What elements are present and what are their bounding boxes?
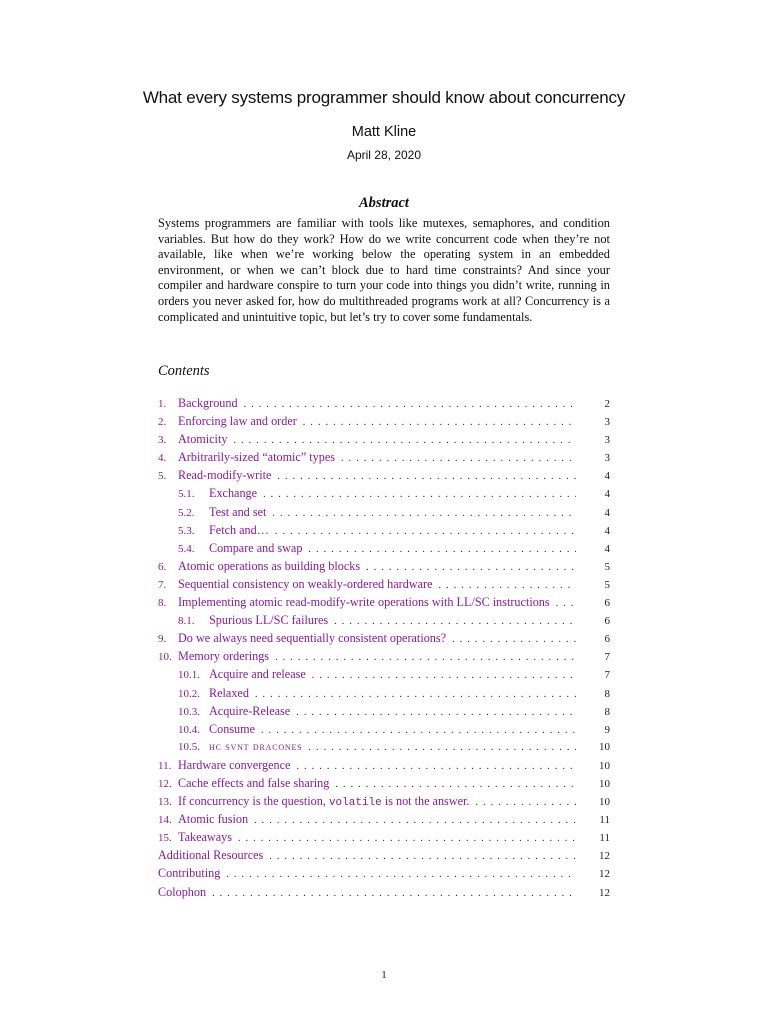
toc-dot-leader — [212, 885, 576, 903]
toc-entry-link[interactable]: Atomic operations as building blocks — [178, 558, 361, 573]
page-number: 1 — [381, 970, 387, 981]
toc-entry-link[interactable]: Arbitrarily-sized “atomic” types — [178, 450, 336, 465]
toc-entry-link[interactable]: hc svnt dracones — [209, 740, 303, 753]
toc-dot-leader — [303, 414, 576, 432]
toc-entry-number: 10.3. — [178, 705, 200, 718]
toc-entry-number: 2. — [158, 416, 167, 429]
toc-entry-number: 7. — [158, 578, 167, 591]
toc-entry-page: 4 — [604, 506, 610, 519]
toc-dot-leader — [556, 595, 576, 613]
contents-heading: Contents — [158, 363, 210, 379]
toc-entry-page: 3 — [604, 434, 610, 447]
toc-dot-leader — [275, 523, 576, 541]
toc-entry-link[interactable]: Atomic fusion — [178, 812, 249, 827]
toc-entry[interactable] — [158, 593, 610, 611]
toc-title-text: is not the answer. — [381, 794, 470, 809]
toc-entry-page: 5 — [604, 578, 610, 591]
toc-entry-number: 10.1. — [178, 669, 200, 682]
toc-entry-link[interactable]: Acquire-Release — [209, 703, 291, 718]
toc-entry-page: 4 — [604, 488, 610, 501]
toc-dot-leader — [475, 794, 576, 812]
toc-dot-leader — [308, 739, 576, 757]
toc-entry-link[interactable]: Hardware convergence — [178, 757, 291, 772]
toc-subentry[interactable] — [158, 521, 610, 539]
abstract-heading: Abstract — [359, 195, 409, 211]
toc-entry-page: 12 — [599, 850, 610, 863]
toc-title-text: If concurrency is the question, — [178, 794, 329, 809]
toc-entry[interactable] — [158, 575, 610, 593]
toc-entry[interactable] — [158, 774, 610, 792]
toc-entry-number: 6. — [158, 560, 167, 573]
toc-dot-leader — [226, 866, 576, 884]
toc-dot-leader — [277, 468, 576, 486]
toc-entry-page: 11 — [599, 832, 610, 845]
toc-entry-link[interactable]: Do we always need sequentially consistent operations? — [178, 631, 447, 646]
toc-entry-page: 5 — [604, 560, 610, 573]
toc-entry-page: 7 — [604, 651, 610, 664]
toc-entry-page: 6 — [604, 597, 610, 610]
toc-entry-page: 4 — [604, 524, 610, 537]
toc-entry-number: 5.3. — [178, 524, 195, 537]
toc-dot-leader — [312, 667, 576, 685]
toc-dot-leader — [255, 686, 576, 704]
toc-entry-link[interactable]: Contributing — [158, 866, 221, 881]
toc-entry-number: 13. — [158, 796, 172, 809]
toc-dot-leader — [275, 649, 576, 667]
toc-entry-number: 8. — [158, 597, 167, 610]
toc-entry[interactable] — [158, 756, 610, 774]
paper-title: What every systems programmer should know about concurrency — [142, 88, 626, 107]
toc-entry-page: 3 — [604, 416, 610, 429]
abstract-text: Systems programmers are familiar with tools like mutexes, semaphores, and condition variables. But how do they work? How do we write concurrent code when they’re not available, like when we’re working below the operating system in an embedded environment, or when we can’t block due to hard time constraints? And since your compiler and hardware conspire to turn your code into things you didn’t write, running in orders you never asked for, how do multithreaded programs work at all? Concurrency is a complicated and unintuitive topic, but let’s try to cover some fundamentals. — [158, 216, 610, 324]
toc-entry[interactable] — [158, 629, 610, 647]
toc-entry-page: 4 — [604, 470, 610, 483]
toc-entry-page: 2 — [604, 398, 610, 410]
toc-entry-number: 5.4. — [178, 542, 195, 555]
toc-entry-page: 12 — [599, 868, 610, 881]
toc-dot-leader — [254, 812, 576, 830]
toc-entry-number: 10.5. — [178, 740, 200, 753]
toc-subentry[interactable] — [158, 684, 610, 702]
toc-entry-link[interactable]: Compare and swap — [209, 540, 303, 555]
toc-entry-link[interactable]: Enforcing law and order — [178, 414, 297, 429]
toc-entry-link[interactable]: Consume — [209, 721, 256, 736]
toc-entry[interactable] — [158, 864, 610, 882]
table-of-contents — [158, 394, 610, 901]
toc-entry-number: 3. — [158, 434, 167, 447]
toc-entry-number: 15. — [158, 832, 172, 845]
toc-entry-page: 3 — [604, 452, 610, 465]
toc-entry-page: 8 — [604, 705, 610, 718]
toc-dot-leader — [263, 486, 576, 504]
toc-dot-leader — [296, 758, 576, 776]
toc-entry[interactable] — [158, 412, 610, 430]
toc-entry-number: 5.2. — [178, 506, 195, 519]
toc-entry-link[interactable]: Implementing atomic read-modify-write operations with LL/SC instructions — [178, 595, 550, 610]
toc-entry-link[interactable]: Test and set — [209, 504, 267, 519]
publication-date: April 28, 2020 — [346, 148, 422, 162]
toc-entry-number: 12. — [158, 777, 172, 790]
toc-entry[interactable] — [158, 430, 610, 448]
code-keyword: volatile — [328, 797, 382, 810]
toc-entry-link[interactable]: Sequential consistency on weakly-ordered hardware — [178, 576, 433, 591]
toc-subentry[interactable] — [158, 484, 610, 502]
toc-subentry[interactable] — [158, 702, 610, 720]
toc-dot-leader — [272, 505, 576, 523]
toc-entry-page: 10 — [599, 796, 610, 809]
toc-entry[interactable] — [158, 557, 610, 575]
toc-entry-link[interactable]: Memory orderings — [178, 649, 270, 664]
author-name: Matt Kline — [351, 124, 417, 140]
toc-entry-page: 10 — [599, 740, 610, 753]
toc-dot-leader — [341, 450, 576, 468]
toc-dot-leader — [296, 704, 576, 722]
toc-entry[interactable] — [158, 466, 610, 484]
toc-entry-page: 7 — [604, 669, 610, 682]
toc-subentry[interactable] — [158, 738, 610, 756]
toc-subentry[interactable] — [158, 665, 610, 683]
toc-subentry[interactable] — [158, 720, 610, 738]
toc-subentry[interactable] — [158, 539, 610, 557]
toc-entry-link[interactable]: Atomicity — [178, 432, 228, 447]
toc-entry-page: 10 — [599, 777, 610, 790]
toc-entry-link[interactable]: Background — [178, 396, 238, 410]
toc-dot-leader — [269, 848, 576, 866]
toc-entry-link[interactable]: Acquire and release — [209, 667, 306, 682]
toc-entry[interactable] — [158, 846, 610, 864]
toc-entry[interactable] — [158, 394, 610, 412]
toc-entry-link[interactable]: Fetch and… — [209, 522, 269, 537]
toc-entry-number: 10.2. — [178, 687, 200, 700]
toc-dot-leader — [238, 830, 576, 848]
toc-entry-link[interactable]: Cache effects and false sharing — [178, 775, 330, 790]
toc-entry-number: 10.4. — [178, 723, 200, 736]
toc-entry[interactable] — [158, 448, 610, 466]
toc-entry-link[interactable]: Additional Resources — [158, 848, 264, 863]
toc-entry-number: 9. — [158, 633, 167, 646]
toc-entry-link[interactable] — [178, 792, 469, 812]
toc-dot-leader — [261, 722, 576, 740]
toc-entry-link[interactable]: Exchange — [209, 486, 258, 501]
toc-entry[interactable] — [158, 792, 610, 810]
toc-entry-page: 6 — [604, 633, 610, 646]
toc-entry[interactable] — [158, 810, 610, 828]
toc-entry-link[interactable]: Relaxed — [209, 685, 249, 700]
toc-entry-page: 11 — [599, 814, 610, 827]
toc-entry[interactable] — [158, 828, 610, 846]
toc-entry-number: 8.1. — [178, 615, 195, 628]
toc-entry-link[interactable]: Colophon — [158, 884, 207, 899]
toc-entry-page: 6 — [604, 615, 610, 628]
toc-entry[interactable] — [158, 647, 610, 665]
toc-entry-link[interactable]: Spurious LL/SC failures — [209, 613, 329, 628]
toc-entry-page: 4 — [604, 542, 610, 555]
toc-dot-leader — [452, 631, 576, 649]
toc-entry-page: 10 — [599, 759, 610, 772]
toc-entry-link[interactable]: Read-modify-write — [178, 468, 272, 483]
toc-entry-number: 4. — [158, 452, 167, 465]
toc-entry-page: 9 — [604, 723, 610, 736]
toc-entry-page: 8 — [604, 687, 610, 700]
toc-entry[interactable] — [158, 883, 610, 901]
toc-entry-number: 10. — [158, 651, 172, 664]
toc-subentry[interactable] — [158, 611, 610, 629]
toc-entry-number: 1. — [158, 398, 167, 410]
toc-subentry[interactable] — [158, 503, 610, 521]
toc-entry-link[interactable]: Takeaways — [178, 830, 232, 845]
toc-entry-page: 12 — [599, 886, 610, 899]
toc-entry-number: 5.1. — [178, 488, 195, 501]
toc-entry-number: 11. — [158, 759, 172, 772]
toc-entry-number: 5. — [158, 470, 167, 483]
toc-entry-number: 14. — [158, 814, 172, 827]
